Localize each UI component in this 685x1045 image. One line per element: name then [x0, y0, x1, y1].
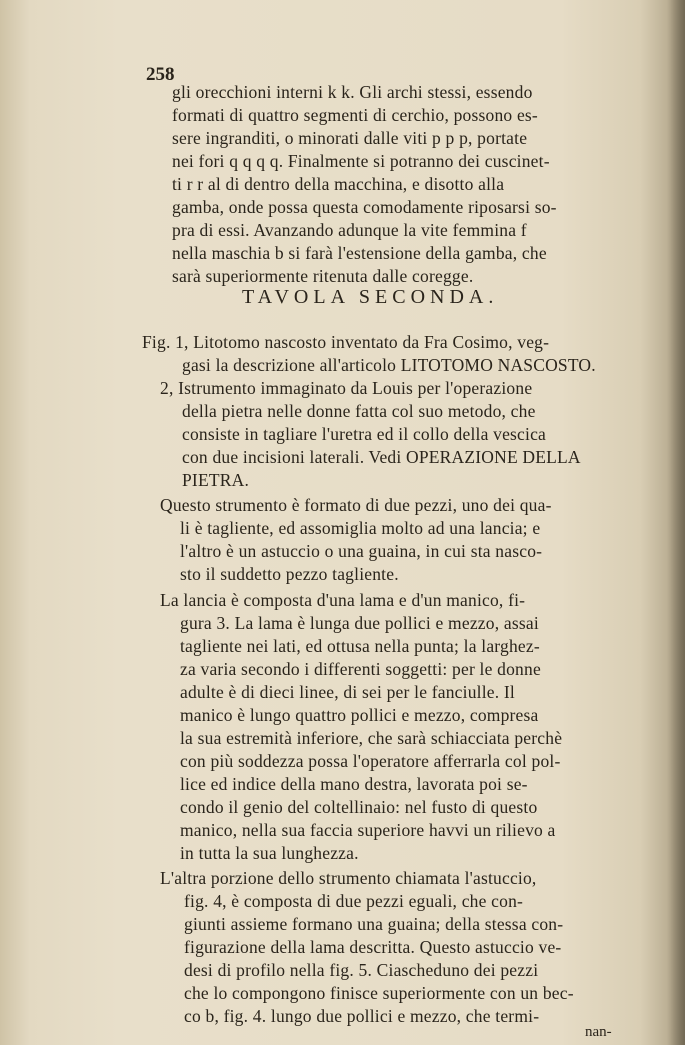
text-line: sto il suddetto pezzo tagliente. — [180, 564, 399, 584]
text-line: nella maschia b si farà l'estensione della gamba, che — [172, 243, 547, 263]
text-line: gli orecchioni interni k k. Gli archi stessi, essendo — [172, 82, 533, 102]
figure-line: 2, Istrumento immaginato da Louis per l'operazione — [160, 378, 533, 398]
text-line: in tutta la sua lunghezza. — [180, 843, 359, 863]
catchword: nan- — [585, 1024, 612, 1040]
figure-line: Fig. 1, Litotomo nascosto inventato da Fra Cosimo, veg- — [142, 332, 550, 352]
text-line: tagliente nei lati, ed ottusa nella punta; la larghez- — [180, 636, 540, 656]
text-line: manico, nella sua faccia superiore havvi un rilievo a — [180, 820, 556, 840]
figure-line: della pietra nelle donne fatta col suo metodo, che — [182, 401, 536, 421]
text-line: condo il genio del coltellinaio: nel fusto di questo — [180, 797, 538, 817]
text-line: za varia secondo i differenti soggetti: per le donne — [180, 659, 541, 679]
text-line: giunti assieme formano una guaina; della stessa con- — [184, 914, 564, 934]
text-line: pra di essi. Avanzando adunque la vite femmina f — [172, 220, 527, 240]
text-line: lice ed indice della mano destra, lavorata poi se- — [180, 774, 528, 794]
text-line: adulte è di dieci linee, di sei per le fanciulle. Il — [180, 682, 515, 702]
text-line: ti r r al di dentro della macchina, e disotto alla — [172, 174, 505, 194]
text-line: gamba, onde possa questa comodamente riposarsi so- — [172, 197, 557, 217]
text-line: figurazione della lama descritta. Questo astuccio ve- — [184, 937, 562, 957]
page-number: 258 — [146, 64, 175, 85]
text-line: li è tagliente, ed assomiglia molto ad una lancia; e — [180, 518, 541, 538]
text-line: L'altra porzione dello strumento chiamata l'astuccio, — [160, 868, 537, 888]
text-line: fig. 4, è composta di due pezzi eguali, che con- — [184, 891, 524, 911]
text-line: la sua estremità inferiore, che sarà schiacciata perchè — [180, 728, 563, 748]
figure-line: con due incisioni laterali. Vedi OPERAZIONE DELLA — [182, 447, 581, 467]
text-line: che lo compongono finisce superiormente con un bec- — [184, 983, 574, 1003]
figure-line: gasi la descrizione all'articolo LITOTOMO NASCOSTO. — [182, 355, 596, 375]
text-line: Questo strumento è formato di due pezzi, uno dei qua- — [160, 495, 552, 515]
text-line: manico è lungo quattro pollici e mezzo, compresa — [180, 705, 539, 725]
text-line: formati di quattro segmenti di cerchio, possono es- — [172, 105, 538, 125]
text-line: co b, fig. 4. lungo due pollici e mezzo, che termi- — [184, 1006, 540, 1026]
text-line: sere ingranditi, o minorati dalle viti p p p, portate — [172, 128, 528, 148]
text-line: con più soddezza possa l'operatore afferrarla col pol- — [180, 751, 561, 771]
figure-line: PIETRA. — [182, 470, 250, 490]
text-line: sarà superiormente ritenuta dalle coregge. — [172, 266, 474, 286]
text-line: nei fori q q q q. Finalmente si potranno dei cuscinet- — [172, 151, 550, 171]
section-title: TAVOLA SECONDA. — [242, 286, 499, 308]
text-line: La lancia è composta d'una lama e d'un manico, fi- — [160, 590, 526, 610]
figure-line: consiste in tagliare l'uretra ed il collo della vescica — [182, 424, 547, 444]
text-line: desi di profilo nella fig. 5. Ciascheduno dei pezzi — [184, 960, 539, 980]
text-line: gura 3. La lama è lunga due pollici e mezzo, assai — [180, 613, 539, 633]
text-line: l'altro è un astuccio o una guaina, in cui sta nasco- — [180, 541, 543, 561]
